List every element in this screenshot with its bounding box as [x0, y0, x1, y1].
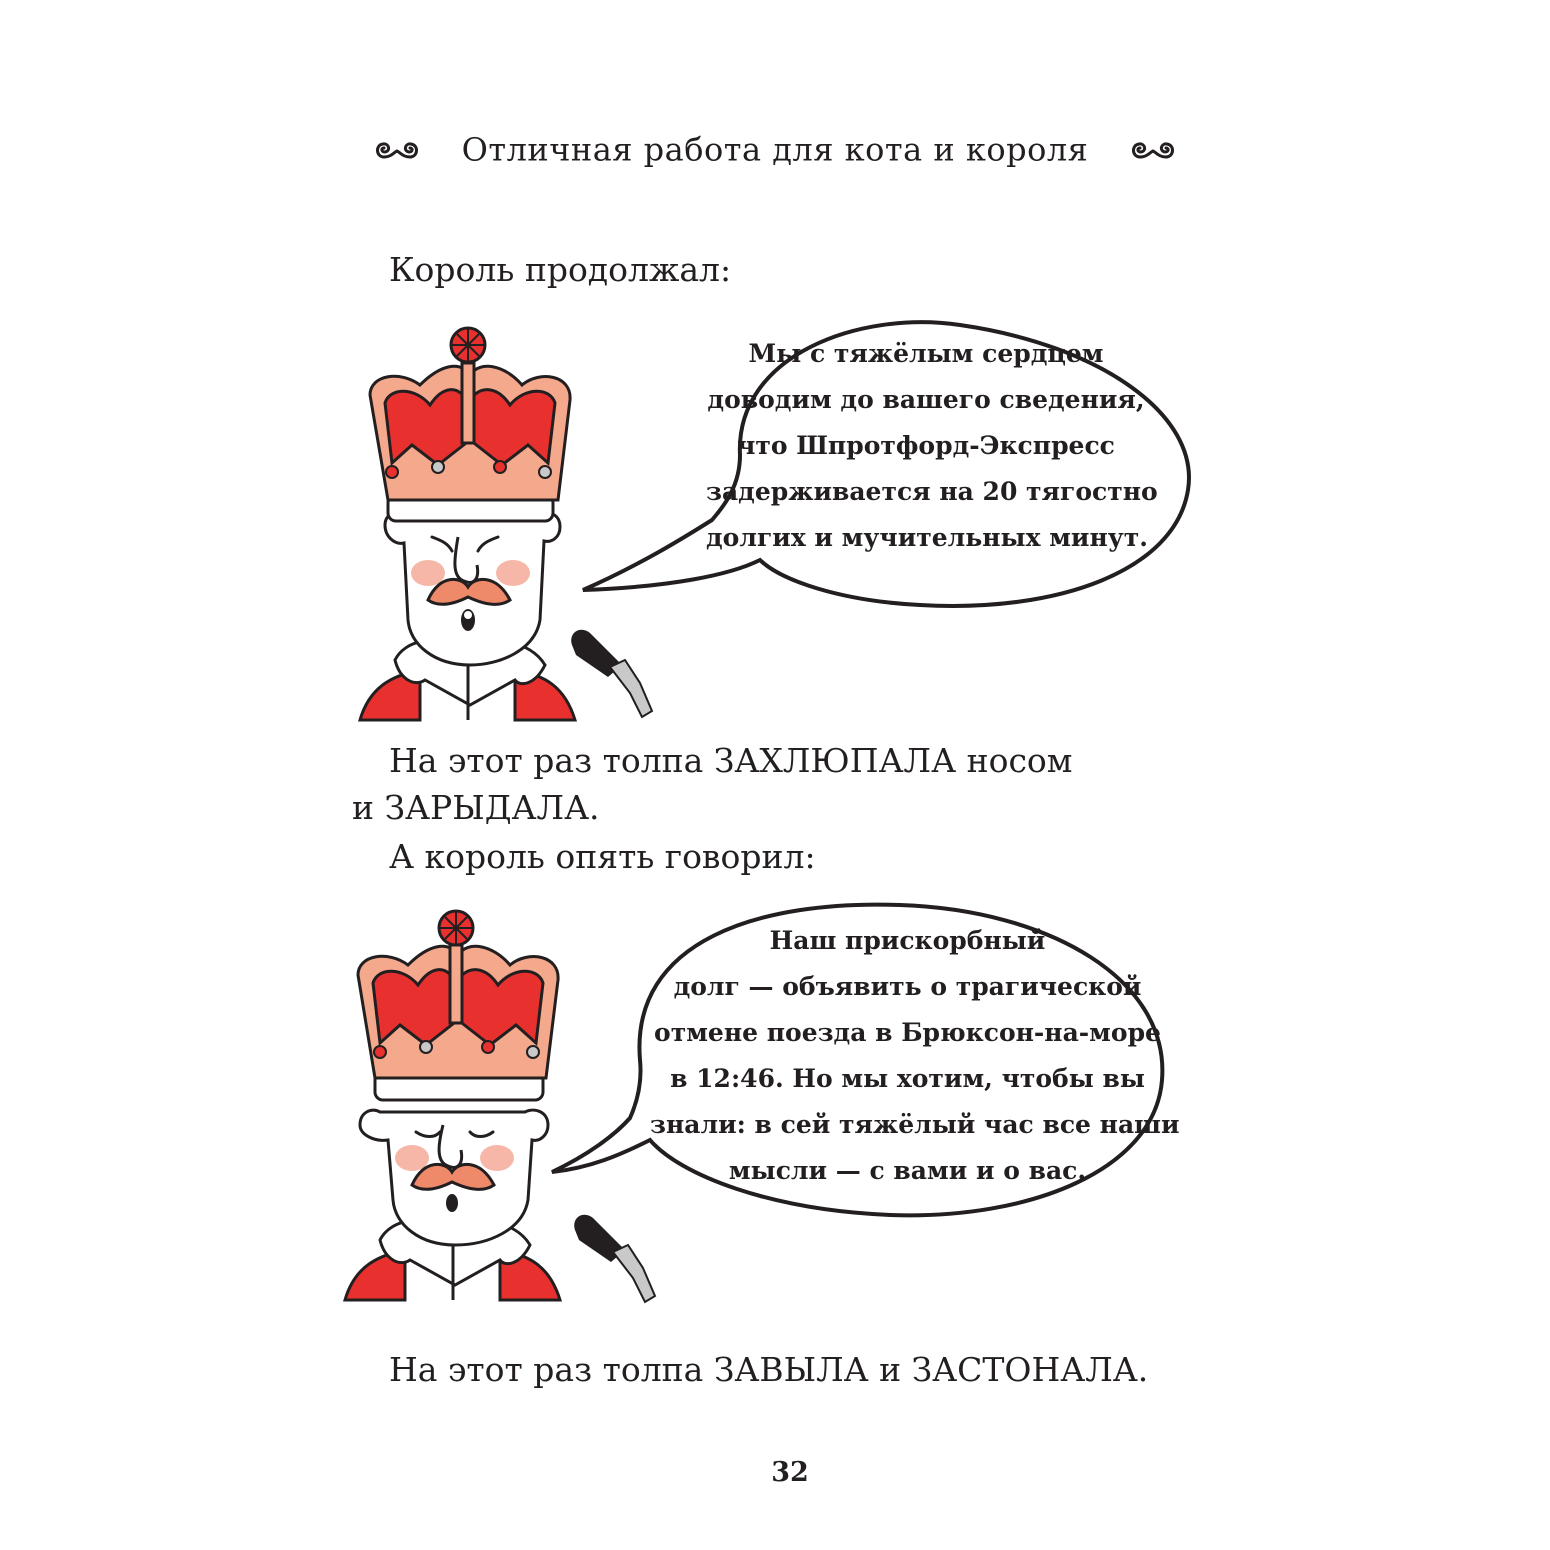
paragraph-crowd-sniffed-line2: и ЗАРЫДАЛА. — [352, 788, 600, 827]
bubble-1-line: что Шпротфорд-Экспресс — [737, 431, 1115, 460]
swirl-ornament-right-icon — [1129, 131, 1177, 169]
speech-bubble-2-text — [650, 918, 1180, 1194]
bubble-2-line: в 12:46. Но мы хотим, чтобы вы — [670, 1064, 1145, 1093]
paragraph-king-continued: Король продолжал: — [389, 250, 732, 289]
microphone-1-icon — [571, 630, 652, 717]
speech-bubble-1-text — [706, 331, 1158, 561]
bubble-2-line: Наш прискорбный — [769, 926, 1046, 955]
running-header — [0, 128, 1550, 169]
paragraph-crowd-sniffed-line1: На этот раз толпа ЗАХЛЮПАЛА носом — [389, 741, 1073, 780]
bubble-1-line: задерживается на 20 тягостно — [706, 477, 1158, 506]
paragraph-king-spoke-again: А король опять говорил: — [389, 837, 816, 876]
bubble-2-line: знали: в сей тяжёлый час все наши — [650, 1110, 1180, 1139]
swirl-ornament-left-icon — [373, 131, 421, 169]
page-number: 32 — [771, 1457, 809, 1488]
bubble-2-line: мысли — с вами и о вас. — [728, 1156, 1087, 1185]
bubble-1-line: долгих и мучительных минут. — [706, 523, 1148, 552]
paragraph-crowd-howled: На этот раз толпа ЗАВЫЛА и ЗАСТОНАЛА. — [389, 1350, 1149, 1389]
bubble-2-line: отмене поезда в Брюксон-на-море — [654, 1018, 1161, 1047]
crown-2 — [358, 911, 558, 1100]
crown-1 — [370, 328, 570, 521]
bubble-2-line: долг — объявить о трагической — [673, 972, 1142, 1001]
king-head-1 — [385, 513, 560, 665]
bubble-1-line: доводим до вашего сведения, — [707, 385, 1145, 414]
king-head-2 — [360, 1110, 548, 1245]
microphone-2-icon — [574, 1215, 655, 1302]
bubble-1-line: Мы с тяжёлым сердцем — [748, 339, 1104, 368]
header-title: Отличная работа для кота и короля — [461, 130, 1089, 169]
